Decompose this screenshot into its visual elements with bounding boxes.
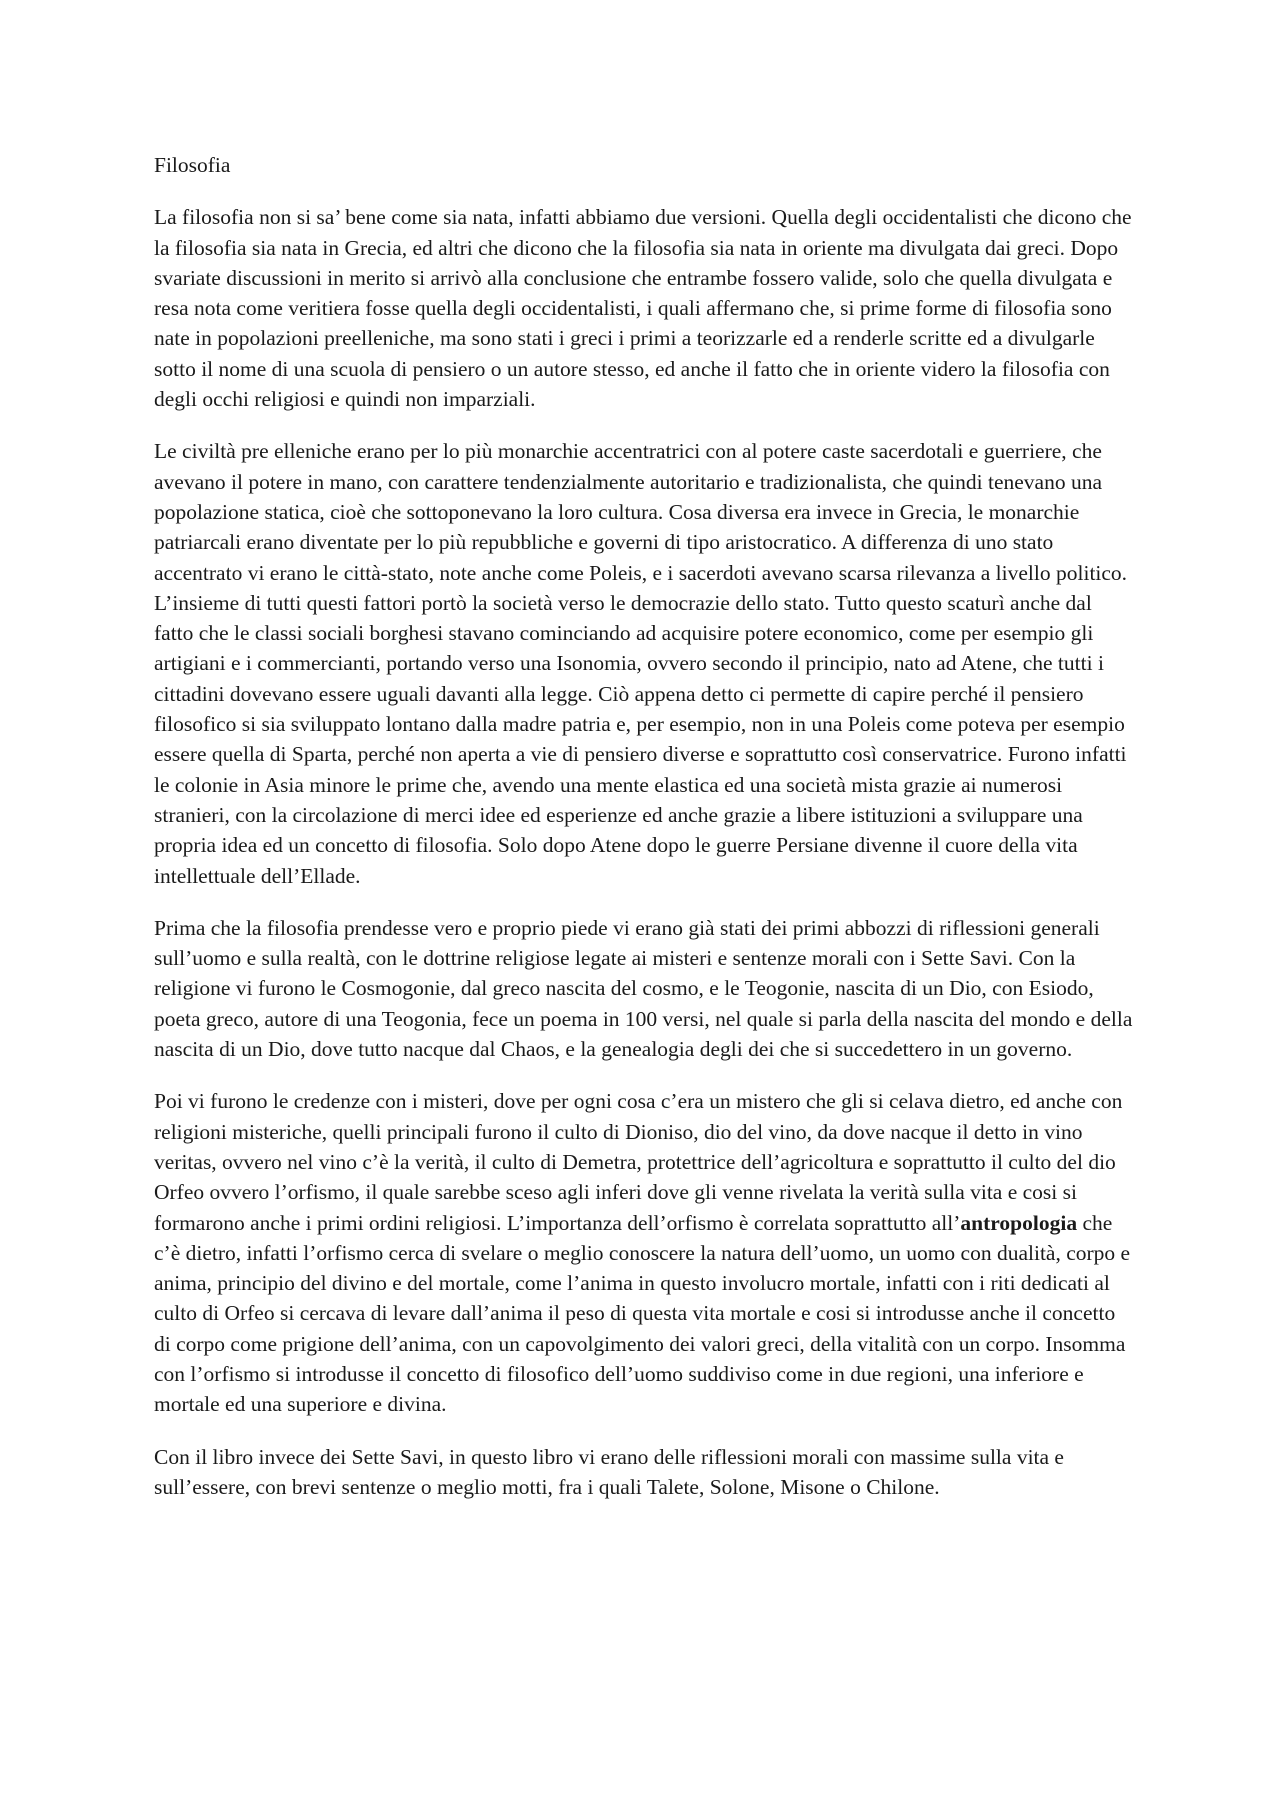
- document-page: [154, 150, 1134, 1524]
- paragraph-origins: La filosofia non si sa’ bene come sia nata, infatti abbiamo due versioni. Quella degli occidentalisti che dicono che la filosofia sia nata in Grecia, ed altri che dicono che la filosofia sia nata in oriente ma divulgata dai greci. Dopo svariate discussioni in merito si arrivò alla conclusione che entrambe fossero valide, solo che quella divulgata e resa nota come veritiera fosse quella degli occidentalisti, i quali affermano che, si prime forme di filosofia sono nate in popolazioni preelleniche, ma sono stati i greci i primi a teorizzarle ed a renderle scritte ed a divulgarle sotto il nome di una scuola di pensiero o un autore stesso, ed anche il fatto che in oriente videro la filosofia con degli occhi religiosi e quindi non imparziali.: [154, 205, 1132, 412]
- paragraph-cosmogonies-theogonies: Prima che la filosofia prendesse vero e proprio piede vi erano già stati dei primi abbozzi di riflessioni generali sull’uomo e sulla realtà, con le dottrine religiose legate ai misteri e sentenze morali con i Sette Savi. Con la religione vi furono le Cosmogonie, dal greco nascita del cosmo, e le Teogonie, nascita di un Dio, con Esiodo, poeta greco, autore di una Teogonia, fece un poema in 100 versi, nel quale si parla della nascita del mondo e della nascita di un Dio, dove tutto nacque dal Chaos, e la genealogia degli dei che si succedettero in un governo.: [154, 915, 1133, 1062]
- paragraph-mysteries-orphism: [154, 1086, 1134, 1419]
- orphism-text-after: che c’è dietro, infatti l’orfismo cerca di svelare o meglio conoscere la natura dell’uomo, un uomo con dualità, corpo e anima, principio del divino e del mortale, come l’anima in questo involucro mortale, infatti con i riti dedicati al culto di Orfeo si cercava di levare dall’anima il peso di questa vita mortale e cosi si introdusse anche il concetto di corpo come prigione dell’anima, con un capovolgimento dei valori greci, della vitalità con un corpo. Insomma con l’orfismo si introdusse il concetto di filosofico dell’uomo suddiviso come in due regioni, una inferiore e mortale ed una superiore e divina.: [154, 1210, 1131, 1417]
- document-title: Filosofia: [154, 153, 231, 177]
- orphism-text-before: Poi vi furono le credenze con i misteri, dove per ogni cosa c’era un mistero che gli si celava dietro, ed anche con religioni misteriche, quelli principali furono il culto di Dioniso, dio del vino, da dove nacque il detto in vino veritas, ovvero nel vino c’è la verità, il culto di Demetra, protettrice dell’agricoltura e soprattutto il culto del dio Orfeo ovvero l’orfismo, il quale sarebbe sceso agli inferi dove gli venne rivelata la verità sulla vita e cosi si formarono anche i primi ordini religiosi. L’importanza dell’orfismo è correlata soprattutto all’: [154, 1089, 1123, 1235]
- anthropology-keyword: antropologia: [960, 1210, 1078, 1235]
- paragraph-seven-sages: Con il libro invece dei Sette Savi, in questo libro vi erano delle riflessioni morali con massime sulla vita e sull’essere, con brevi sentenze o meglio motti, fra i quali Talete, Solone, Misone o Chilone.: [154, 1444, 1064, 1499]
- paragraph-pre-hellenic-civilizations: Le civiltà pre elleniche erano per lo più monarchie accentratrici con al potere caste sacerdotali e guerriere, che avevano il potere in mano, con carattere tendenzialmente autoritario e tradizionalista, che quindi tenevano una popolazione statica, cioè che sottoponevano la loro cultura. Cosa diversa era invece in Grecia, le monarchie patriarcali erano diventate per lo più repubbliche e governi di tipo aristocratico. A differenza di uno stato accentrato vi erano le città-stato, note anche come Poleis, e i sacerdoti avevano scarsa rilevanza a livello politico. L’insieme di tutti questi fattori portò la società verso le democrazie dello stato. Tutto questo scaturì anche dal fatto che le classi sociali borghesi stavano cominciando ad acquisire potere economico, come per esempio gli artigiani e i commercianti, portando verso una Isonomia, ovvero secondo il principio, nato ad Atene, che tutti i cittadini dovevano essere uguali davanti alla legge. Ciò appena detto ci permette di capire perché il pensiero filosofico si sia sviluppato lontano dalla madre patria e, per esempio, non in una Poleis come poteva per esempio essere quella di Sparta, perché non aperta a vie di pensiero diverse e soprattutto così conservatrice. Furono infatti le colonie in Asia minore le prime che, avendo una mente elastica ed una società mista grazie ai numerosi stranieri, con la circolazione di merci idee ed esperienze ed anche grazie a libere istituzioni a sviluppare una propria idea ed un concetto di filosofia. Solo dopo Atene dopo le guerre Persiane divenne il cuore della vita intellettuale dell’Ellade.: [154, 439, 1128, 888]
